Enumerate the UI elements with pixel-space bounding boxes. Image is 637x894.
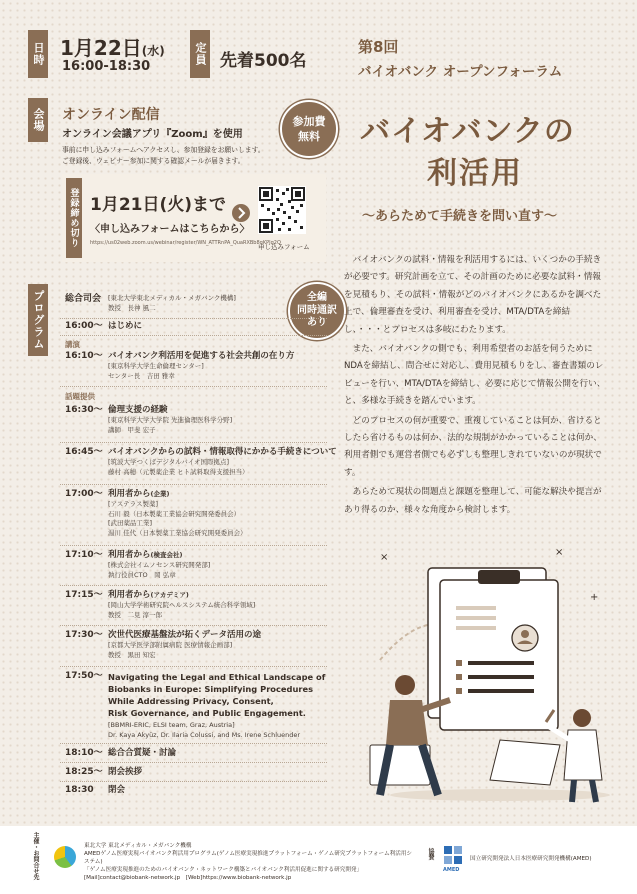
item-affiliation: [岡山大学学術研究院ヘルスシステム統合科学領域]: [108, 601, 256, 609]
divider: [60, 386, 327, 387]
fee-badge: [280, 100, 338, 158]
amed-logo-icon: [442, 844, 464, 866]
item-speaker: 教授 黒田 知宏: [108, 650, 156, 659]
support-tag: 協賛: [427, 848, 434, 860]
svg-text:+: +: [590, 592, 599, 603]
item-time: 16:45〜: [65, 447, 103, 457]
svg-text:×: ×: [380, 552, 389, 563]
divider: [60, 666, 327, 667]
divider: [60, 484, 327, 485]
translation-line1: 全編: [307, 292, 327, 304]
divider: [60, 743, 327, 744]
item-title: Navigating the Legal and Ethical Landscape of: [108, 672, 326, 682]
item-affiliation: [株式会社イムノセンス研究開発部]: [108, 561, 211, 569]
item-title: 総合合質疑・討論: [108, 748, 177, 758]
item-title: 閉会: [108, 785, 126, 795]
item-title: Biobanks in Europe: Simplifying Procedures: [108, 684, 314, 694]
item-title: バイオバンクからの試料・情報取得にかかる手続きについて: [108, 447, 337, 457]
item-time: 17:30〜: [65, 630, 103, 640]
fee-badge-line2: 無料: [298, 130, 320, 143]
organizer-3: 「ゲノム医療実現推進のためのバイオバンク・ネットワーク構築とバイオバンク利活用促進に関する研究開発」: [84, 867, 363, 873]
topics-heading: 話題提供: [65, 392, 95, 401]
chair-affiliation: [東北大学東北メディカル・メガバンク機構]: [108, 294, 236, 302]
capacity-tag: 定員: [190, 30, 210, 78]
item-time: 17:10〜: [65, 550, 103, 560]
item-time: 18:10〜: [65, 748, 103, 758]
item-time: 16:30〜: [65, 405, 103, 415]
item-speaker: 講師 甲斐 宏子: [108, 425, 156, 434]
program-tag: プログラム: [28, 284, 48, 356]
divider: [60, 442, 327, 443]
capacity-value: 先着500名: [220, 51, 307, 71]
forum-subtitle: 〜あらためて手続きを問い直す〜: [362, 209, 558, 224]
item-title-main: 利用者から: [108, 550, 151, 560]
chair-name: 教授 長神 風二: [108, 303, 156, 312]
item-title: はじめに: [108, 321, 143, 331]
organizer-info: [84, 842, 414, 882]
item-time: 16:00〜: [65, 321, 103, 331]
organizer-contact[interactable]: [Mail]contact@biobank-network.jp [Web]https://www.biobank-network.jp: [84, 875, 292, 881]
divider: [60, 585, 327, 586]
item-title: 倫理支援の経験: [108, 405, 168, 415]
organizer-tag: 主催・お問合せ先: [32, 832, 39, 880]
item-speaker: 湯川 佳代（日本製薬工業協会研究開発委員会）: [108, 528, 247, 537]
item-affiliation: [武田薬品工業]: [108, 519, 153, 527]
event-date-day: 1月22日: [60, 36, 142, 60]
illustration: [350, 540, 612, 810]
organizer-1: 東北大学 東北メディカル・メガバンク機構: [84, 843, 192, 849]
registration-tag: 登録締め切り: [66, 178, 82, 258]
support-org: 国立研究開発法人日本医療研究開発機構(AMED): [470, 856, 592, 862]
amed-logo-text: AMED: [443, 867, 460, 873]
venue-mode: オンライン配信: [62, 107, 160, 123]
svg-text:×: ×: [555, 547, 564, 558]
registration-form-link[interactable]: 〈申し込みフォームはこちらから〉: [90, 224, 250, 235]
item-affiliation: [東京科学大学生命倫理センター]: [108, 362, 204, 370]
item-affiliation: [アステラス製薬]: [108, 500, 158, 508]
item-speaker: 石川 毅（日本製薬工業協会研究開発委員会）: [108, 509, 241, 518]
registration-url[interactable]: https://us02web.zoom.us/webinar/register/WN_ATTRnPA_QuaRXBb8qKPJq2Q: [90, 240, 281, 246]
translation-line2: 同時通訳: [297, 304, 337, 316]
item-title: While Addressing Privacy, Consent,: [108, 696, 274, 706]
item-speaker: 藤村 高穂（元製薬企業 ヒト試料取得支援担当）: [108, 467, 249, 476]
fee-badge-line1: 参加費: [292, 115, 326, 128]
divider: [60, 545, 327, 546]
item-affiliation: [東京科学大学大学院 先進倫理医科学分野]: [108, 416, 233, 424]
forum-title-line1: バイオバンクの: [360, 114, 575, 149]
item-time: 16:10〜: [65, 351, 103, 361]
item-time: 18:30: [65, 785, 94, 795]
qr-code[interactable]: [258, 186, 306, 234]
description: [344, 252, 608, 521]
item-affiliation: [筑波大学つくばデジタルバイオ国際拠点]: [108, 458, 230, 466]
organizer-logo-icon: [54, 846, 76, 868]
item-speaker: Dr. Kaya Akyüz, Dr. Ilaria Colussi, and Ms. Irene Schluender: [108, 730, 301, 739]
item-title: Risk Governance, and Public Engagement.: [108, 708, 306, 718]
divider: [60, 762, 327, 763]
item-title: バイオバンク利活用を促進する社会共創の在り方: [108, 351, 295, 361]
organizer-2: AMEDゲノム医療実現バイオバンク利活用プログラム(ゲノム医療実現推進プラットフォーム・ゲノム研究プラットフォーム利活用システム): [84, 851, 413, 865]
description-paragraph: また、バイオバンクの側でも、利用希望者のお話を伺うためにNDAを締結し、問合せに対応し、費用見積もりをし、審査書類のレビューを行い、MTA/DTAを締結し、必要に応じて情報公開を行い、と、多様な手続きを踏んでいます。: [344, 344, 606, 407]
venue-note-1: 事前に申し込みフォームへアクセスし、参加登録をお願いします。: [62, 146, 265, 154]
qr-label: 申し込みフォーム: [258, 243, 310, 251]
chair-label: 総合司会: [65, 294, 102, 304]
venue-note-2: ご登録後、ウェビナー参加に関する確認メールが届きます。: [62, 157, 245, 165]
item-time: 17:50〜: [65, 671, 103, 681]
item-title: [108, 550, 338, 561]
item-title-sub: (アカデミア): [150, 591, 189, 599]
item-affiliation: [BBMRI-ERIC, ELSI team, Graz, Austria]: [108, 721, 235, 729]
description-paragraph: どのプロセスの何が重要で、重複していることは何か、省けるとしたら省けるものは何か、法的な規制がかかっていることは何か、利用者側でも運営者側でも必ずしも整理しきれていないのが現状です。: [344, 415, 602, 478]
date-tag: 日時: [28, 30, 48, 78]
divider: [60, 781, 327, 782]
venue-app: オンライン会議アプリ『Zoom』を使用: [62, 129, 243, 140]
item-title-main: 利用者から: [108, 590, 151, 600]
item-title-sub: (検査会社): [150, 551, 183, 559]
item-time: 18:25〜: [65, 767, 103, 777]
item-affiliation: [京都大学医学部附属病院 医療情報企画部]: [108, 641, 233, 649]
description-paragraph: バイオバンクの試料・情報を利活用するには、いくつかの手続きが必要です。研究計画を立て、その計画のために必要な試料・情報を見積もり、その試料・情報がどのバイオバンクにあるかを調べた上で、倫理審査を受け、利用審査を受け、MTA/DTAを締結し、・・・とプロセスは多岐にわたります。: [344, 255, 602, 335]
item-title: 次世代医療基盤法が拓くデータ活用の途: [108, 630, 262, 640]
lecture-heading: 講演: [65, 340, 80, 349]
item-title-sub: (企業): [150, 490, 170, 498]
item-time: 17:15〜: [65, 590, 103, 600]
translation-line3: あり: [307, 317, 327, 329]
forum-edition: 第8回: [358, 38, 399, 56]
registration-deadline: 1月21日(火)まで: [90, 195, 227, 215]
item-speaker: 教授 二見 淳一郎: [108, 610, 163, 619]
forum-title-line2: 利活用: [427, 156, 523, 191]
event-time: 16:00-18:30: [62, 59, 151, 74]
arrow-right-icon[interactable]: [232, 204, 250, 222]
item-speaker: 執行役員CTO 岡 弘章: [108, 570, 176, 579]
item-time: 17:00〜: [65, 489, 103, 499]
divider: [60, 625, 327, 626]
event-date: [60, 32, 165, 61]
description-paragraph: あらためて現状の問題点と課題を整理して、可能な解決や提言があり得るのか、様々な角度から検討します。: [344, 487, 602, 515]
item-title: [108, 590, 338, 601]
divider: [60, 318, 327, 319]
item-title: [108, 489, 338, 500]
item-title-main: 利用者から: [108, 489, 151, 499]
venue-tag: 会場: [28, 98, 48, 142]
forum-name: バイオバンク オープンフォーラム: [358, 64, 563, 80]
divider: [60, 335, 327, 336]
event-date-dow: (水): [141, 44, 165, 58]
item-speaker: センター長 吉田 雅幸: [108, 371, 175, 380]
item-title: 閉会挨拶: [108, 767, 143, 777]
